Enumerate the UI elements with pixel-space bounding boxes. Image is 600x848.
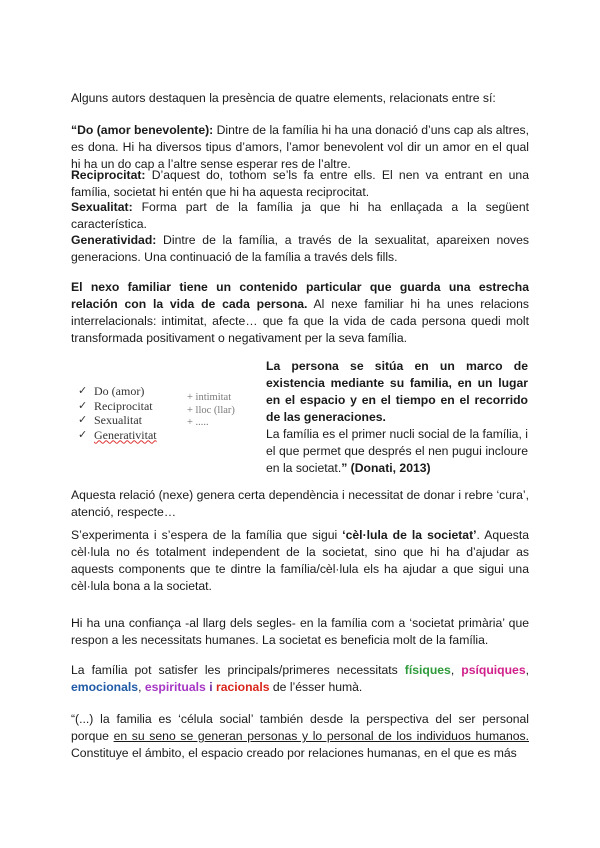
element-generatividad	[71, 232, 529, 266]
element-term: Reciprocitat:	[71, 168, 146, 182]
checkmark-icon: ✓	[78, 428, 88, 441]
confianca-paragraph: Hi ha una confiança -al llarg dels segles- en la família com a ‘societat primària’ que respon a les necessitats humanes. La societat es beneficia molt de la família.	[71, 616, 529, 647]
element-text: Dintre de la família hi ha una donació d’uns cap als altres, es dona. Hi ha diversos tipus d’amors, l’amor benevolent vol dir un amor en el qual hi ha un do cap a l’altre sense esperar res de l’altre.	[71, 123, 529, 171]
checklist-item: ✓ Generativitat	[78, 427, 157, 442]
extra-item: + .....	[187, 417, 209, 428]
nexo-bold: El nexo familiar tiene un contenido particular que guarda una estrecha relación con la vida de cada persona.	[71, 280, 529, 311]
checklist-item: ✓ Sexualitat	[78, 413, 142, 427]
element-text: Dintre de la família, a través de la sexualitat, apareixen noves generacions. Una continuació de la família a través dels fills.	[71, 233, 529, 264]
element-text: D’aquest do, tothom se’ls fa entre ells. El nen va entrant en una família, societat hi entén que hi ha aquesta reciprocitat.	[71, 168, 529, 199]
element-text: Forma part de la família ja que hi ha enllaçada a la següent característica.	[71, 200, 529, 231]
quote-block	[266, 358, 528, 477]
element-reciprocitat	[71, 167, 529, 201]
checkmark-icon: ✓	[78, 399, 88, 412]
element-term: “Do (amor benevolente):	[71, 123, 214, 137]
element-term: Generatividad:	[71, 233, 157, 247]
element-do	[71, 122, 529, 173]
nexo-text: Al nexe familiar hi ha unes relacions interrelacionals: intimitat, afecte… que fa que la vida de cada persona quedi molt transformada positivament o negativament per la seva família.	[71, 297, 529, 345]
final-underline: en su seno se generan personas y lo personal de los individuos humanos.	[113, 729, 529, 743]
element-term: Sexualitat:	[71, 200, 133, 214]
element-sexualitat	[71, 199, 529, 233]
elements-checklist	[78, 384, 157, 442]
extra-item: + intimitat	[187, 392, 232, 403]
quote-text: La família es el primer nucli social de la família, i el que permet que després el nen pugui incloure en la societat.	[266, 427, 528, 475]
nexo-paragraph	[71, 279, 529, 347]
checkmark-icon: ✓	[78, 385, 88, 397]
quote-bold: La persona se sitúa en un marco de existencia mediante su familia, en un lugar en el espacio y en el tiempo en el recorrido de las generaciones.	[266, 359, 528, 424]
extra-item: + lloc (llar)	[187, 404, 235, 416]
quote-citation: ” (Donati, 2013)	[341, 461, 431, 475]
need-espirituals: espirituals	[144, 680, 206, 694]
necessitats-paragraph: La família pot satisfer les principals/primeres necessitats físiques, psíquiques, emocionals, espirituals i racionals de l’ésser humà.	[71, 663, 529, 694]
celula-paragraph: S’experimenta i s’espera de la família que sigui ‘cèl·lula de la societat’. Aquesta cèl·lula no és totalment independent de la societat, sino que hi ha d’ajudar as aquests components que te dintre la família/cèl·lula els ha ajudar a que sigui una cèl·lula bona a la societat.	[71, 528, 529, 593]
intro-paragraph: Alguns autors destaquen la presència de quatre elements, relacionats entre sí:	[71, 91, 496, 105]
need-psiquiques: psíquiques	[461, 663, 526, 677]
checklist-item: ✓ Do (amor)	[78, 384, 145, 398]
checkmark-icon: ✓	[78, 414, 88, 426]
extras-list	[187, 392, 235, 430]
relacio-paragraph: Aquesta relació (nexe) genera certa dependència i necessitat de donar i rebre ‘cura’, atenció, respecte…	[71, 488, 529, 519]
need-emocionals: emocionals	[71, 680, 139, 694]
final-paragraph: “(...) la familia es ‘célula social’ también desde la perspectiva del ser personal porque en su seno se generan personas y lo personal de los individuos humanos. Constituye el ámbito, el espacio creado por relaciones humanas, en el que es más	[71, 712, 529, 760]
celula-bold: ‘cèl·lula de la societat’	[342, 528, 477, 542]
need-racionals: racionals	[215, 680, 270, 694]
need-fisiques: físiques	[404, 663, 451, 677]
checklist-item: ✓ Reciprocitat	[78, 398, 153, 413]
